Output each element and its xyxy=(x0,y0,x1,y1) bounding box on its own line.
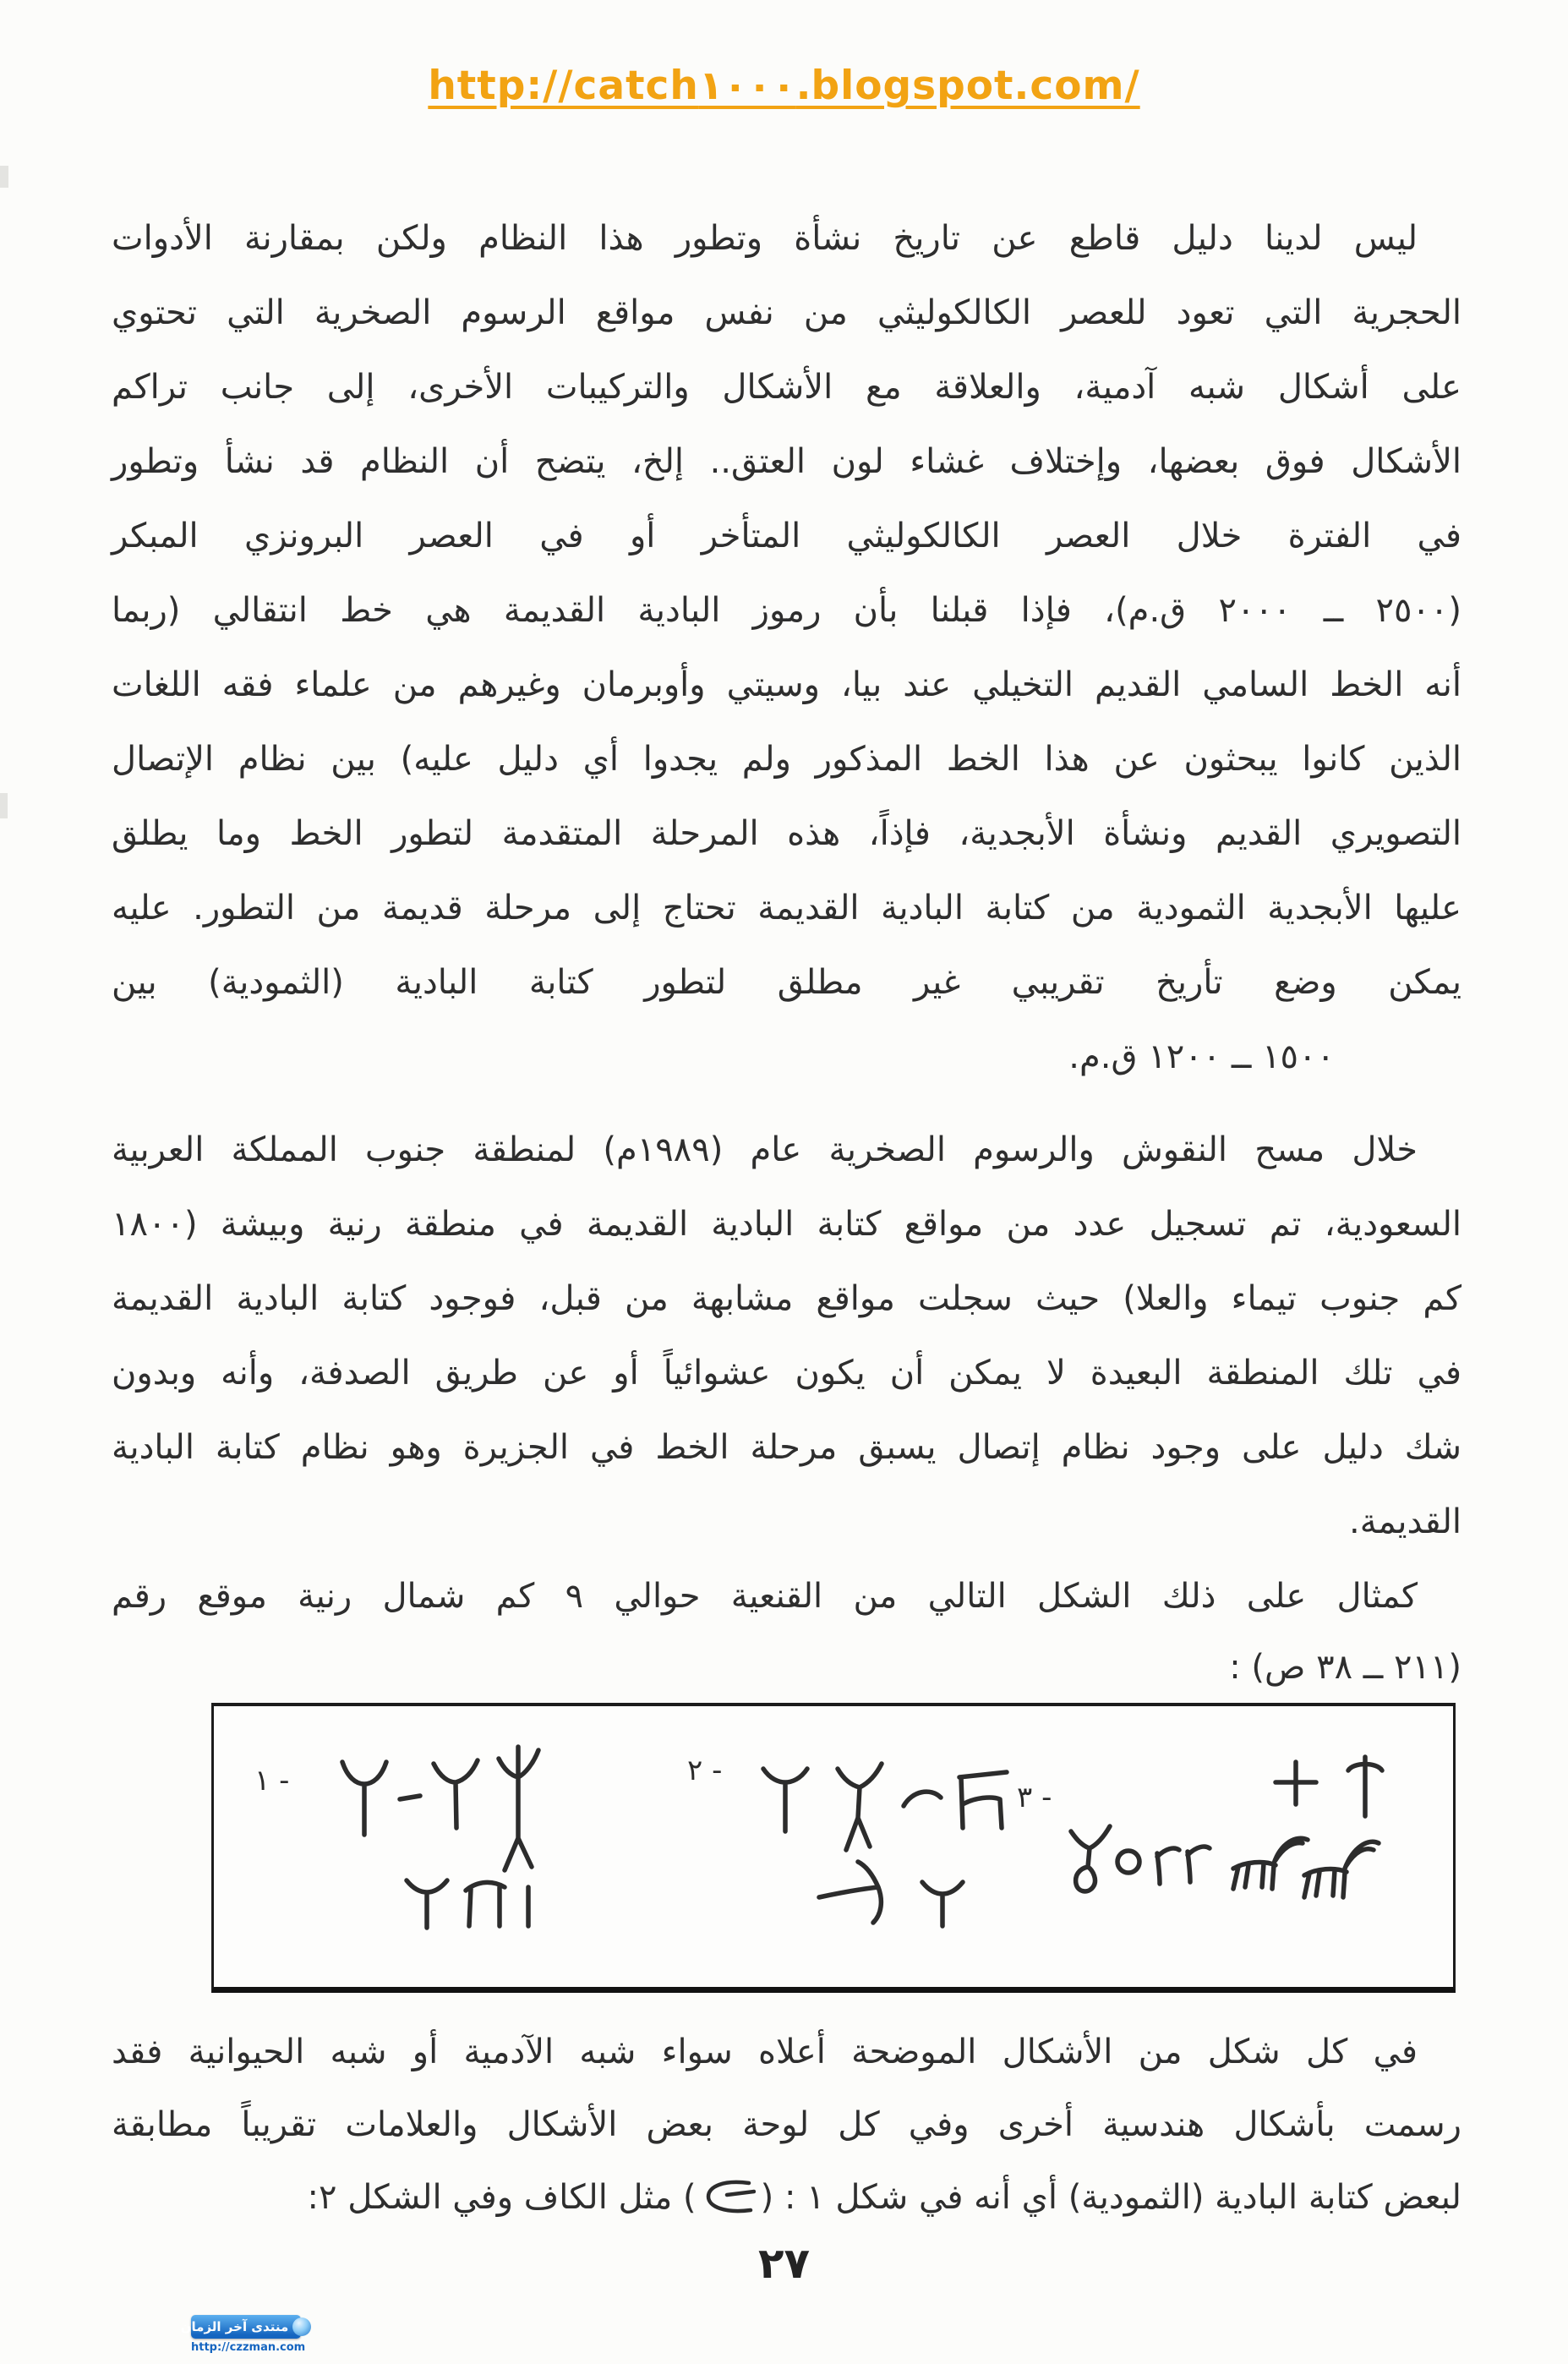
paragraph-2 xyxy=(112,1113,1461,1559)
text-line: يمكن وضع تأريخ تقريبي غير مطلق لتطور كتابة البادية (الثمودية) بين xyxy=(112,963,1461,1002)
text-line: التصويري القديم ونشأة الأبجدية، فإذاً، هذه المرحلة المتقدمة لتطور الخط وما يطلق xyxy=(112,814,1461,853)
text-line-date-range: ١٥٠٠ ــ ١٢٠٠ ق.م. xyxy=(1068,1037,1335,1076)
text-line-with-glyph xyxy=(112,2161,1461,2234)
header xyxy=(0,63,1568,109)
text-line: كم جنوب تيماء والعلا) حيث سجلت مواقع مشابهة من قبل، فوجود كتابة البادية القديمة xyxy=(112,1279,1461,1318)
text-before-glyph: لبعض كتابة البادية (الثمودية) أي أنه في شكل ١ : ( xyxy=(760,2178,1461,2217)
page-number: ٢٧ xyxy=(757,2239,811,2288)
text-line: عليها الأبجدية الثمودية من كتابة البادية القديمة تحتاج إلى مرحلة قديمة من التطور. عليه xyxy=(112,889,1461,928)
text-line: أنه الخط السامي القديم التخيلي عند بيا، وسيتي وأوبرمان وغيرهم من علماء فقه اللغات xyxy=(112,665,1461,704)
paragraph-4 xyxy=(112,2016,1461,2234)
text-line: الذين كانوا يبحثون عن هذا الخط المذكور ولم يجدوا أي دليل عليه) بين نظام الإتصال xyxy=(112,740,1461,779)
text-line: في الفترة خلال العصر الكالكوليثي المتأخر أو في العصر البرونزي المبكر xyxy=(112,517,1461,555)
inscription-group-1-label: ١ - xyxy=(254,1764,290,1798)
paragraph-1 xyxy=(112,201,1461,1094)
text-line: في كل شكل من الأشكال الموضحة أعلاه سواء شبه الآدمية أو شبه الحيوانية فقد xyxy=(112,2033,1418,2071)
inscription-figure xyxy=(211,1703,1456,1993)
text-line: كمثال على ذلك الشكل التالي من القنعية حوالي ٩ كم شمال رنية موقع رقم xyxy=(112,1577,1418,1616)
inscription-group-1-glyphs xyxy=(325,1740,604,1934)
inscription-group-2-label: ٢ - xyxy=(687,1754,723,1787)
text-line: (٢٥٠٠ ــ ٢٠٠٠ ق.م)، فإذا قبلنا بأن رموز البادية القديمة هي خط انتقالي (ربما xyxy=(112,591,1461,630)
text-line: القديمة. xyxy=(1349,1502,1461,1541)
scan-speck xyxy=(0,166,8,188)
text-line: ليس لدينا دليل قاطع عن تاريخ نشأة وتطور هذا النظام ولكن بمقارنة الأدوات xyxy=(112,219,1418,258)
forum-badge xyxy=(180,2315,301,2339)
inscription-group-2 xyxy=(687,1740,1025,1960)
text-line: في تلك المنطقة البعيدة لا يمكن أن يكون عشوائياً أو عن طريق الصدفة، وأنه وبدون xyxy=(112,1354,1461,1393)
text-line-site-number: (٢١١ ــ ٣٨ ص) : xyxy=(1229,1648,1461,1687)
globe-icon xyxy=(292,2317,311,2336)
text-line: شك دليل على وجود نظام إتصال يسبق مرحلة الخط في الجزيرة وهو نظام كتابة البادية xyxy=(112,1428,1461,1467)
text-line: الأشكال فوق بعضها، وإختلاف غشاء لون العتق.. إلخ، يتضح أن النظام قد نشأ وتطور xyxy=(112,442,1461,481)
paragraph-3 xyxy=(112,1561,1461,1703)
inscription-group-2-glyphs xyxy=(738,1740,1017,1934)
text-line: السعودية، تم تسجيل عدد من مواقع كتابة البادية القديمة في منطقة رنية وبيشة (١٨٠٠ xyxy=(112,1205,1461,1244)
forum-watermark xyxy=(180,2315,306,2354)
text-line: رسمت بأشكال هندسية أخرى وفي كل لوحة بعض الأشكال والعلامات تقريباً مطابقة xyxy=(112,2105,1461,2144)
forum-url-link[interactable]: http://czzman.com xyxy=(191,2341,306,2354)
forum-title: منتدى آخر الزمان xyxy=(180,2319,289,2334)
text-line: على أشكال شبه آدمية، والعلاقة مع الأشكال والتركيبات الأخرى، إلى جانب تراكم xyxy=(112,368,1461,407)
inscription-group-1 xyxy=(254,1740,609,1960)
text-line: خلال مسح النقوش والرسوم الصخرية عام (١٩٨٩م) لمنطقة جنوب المملكة العربية xyxy=(112,1130,1418,1169)
kaf-sign-icon xyxy=(702,2178,756,2215)
inscription-group-3-label: ٣ - xyxy=(1017,1781,1052,1814)
blog-url-link[interactable]: http://catch١٠٠٠.blogspot.com/ xyxy=(428,63,1140,109)
text-after-glyph: ) مثل الكاف وفي الشكل ٢: xyxy=(307,2178,697,2217)
inscription-group-3 xyxy=(1017,1732,1414,1960)
text-line: الحجرية التي تعود للعصر الكالكوليثي من نفس مواقع الرسوم الصخرية التي تحتوي xyxy=(112,293,1461,332)
inscription-group-3-glyphs xyxy=(1042,1732,1397,1926)
scan-speck xyxy=(0,793,8,818)
